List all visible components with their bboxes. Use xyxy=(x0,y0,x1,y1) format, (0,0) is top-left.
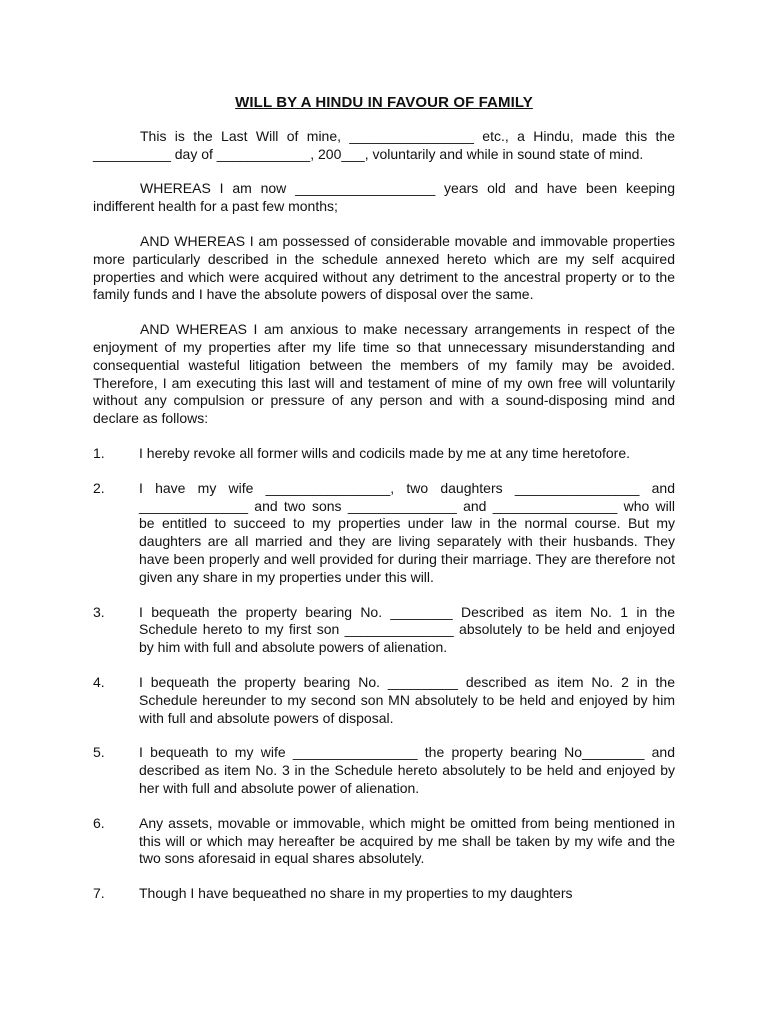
clause-list xyxy=(93,445,675,903)
whereas-property-paragraph: AND WHEREAS I am possessed of considerable movable and immovable properties more particularly described in the schedule annexed hereto which are my self acquired properties and which were acquired without any detriment to the ancestral property or to the family funds and I have the absolute powers of disposal over the same. xyxy=(93,232,675,303)
clause-text: I have my wife ________________, two daughters ________________ and ______________ and two sons ______________ and ________________ who will be entitled to succeed to my properties under law in the normal course. But my daughters are all married and they are living separately with their husbands. They have been properly and well provided for during their marriage. They are therefore not given any share in my properties under this will. xyxy=(139,479,675,585)
whereas-age-paragraph: WHEREAS I am now __________________ years old and have been keeping indifferent health for a past few months; xyxy=(93,180,675,215)
clause-text: I bequeath to my wife ________________ the property bearing No________ and described as item No. 3 in the Schedule hereto absolutely to be held and enjoyed by her with full and absolute power of alienation. xyxy=(139,744,675,796)
clause-text: I bequeath the property bearing No. _________ described as item No. 2 in the Schedule hereunder to my second son MN absolutely to be held and enjoyed by him with full and absolute powers of disposal. xyxy=(139,673,675,726)
clause-item xyxy=(93,604,675,657)
clause-item xyxy=(93,744,675,797)
clause-number: 6. xyxy=(93,814,105,831)
clause-item xyxy=(93,885,675,903)
clause-text: Though I have bequeathed no share in my properties to my daughters xyxy=(139,885,573,902)
whereas-arrangement-paragraph: AND WHEREAS I am anxious to make necessary arrangements in respect of the enjoyment of my properties after my life time so that unnecessary misunderstanding and consequential wasteful litigation between the members of my family may be avoided. Therefore, I am executing this last will and testament of mine of my own free will voluntarily without any compulsion or pressure of any person and with a sound-disposing mind and declare as follows: xyxy=(93,321,675,427)
clause-item xyxy=(93,480,675,587)
document-page xyxy=(93,94,675,920)
clause-number: 2. xyxy=(93,479,105,496)
clause-number: 7. xyxy=(93,885,105,902)
clause-number: 4. xyxy=(93,673,105,690)
clause-number: 5. xyxy=(93,744,105,761)
clause-text: I bequeath the property bearing No. ________ Described as item No. 1 in the Schedule hereto to my first son ______________ absolutely to be held and enjoyed by him with full and absolute powers of alienation. xyxy=(139,603,675,656)
clause-number: 1. xyxy=(93,444,105,461)
document-title: WILL BY A HINDU IN FAVOUR OF FAMILY xyxy=(235,94,533,111)
intro-paragraph: This is the Last Will of mine, ________________ etc., a Hindu, made this the __________ day of ____________, 200___, voluntarily and while in sound state of mind. xyxy=(93,127,675,162)
clause-item xyxy=(93,815,675,868)
clause-text: Any assets, movable or immovable, which might be omitted from being mentioned in this will or which may hereafter be acquired by me shall be taken by my wife and the two sons aforesaid in equal shares absolutely. xyxy=(139,814,675,867)
clause-number: 3. xyxy=(93,603,105,620)
clause-item xyxy=(93,674,675,727)
clause-item xyxy=(93,445,675,463)
clause-text: I hereby revoke all former wills and codicils made by me at any time heretofore. xyxy=(139,444,630,461)
